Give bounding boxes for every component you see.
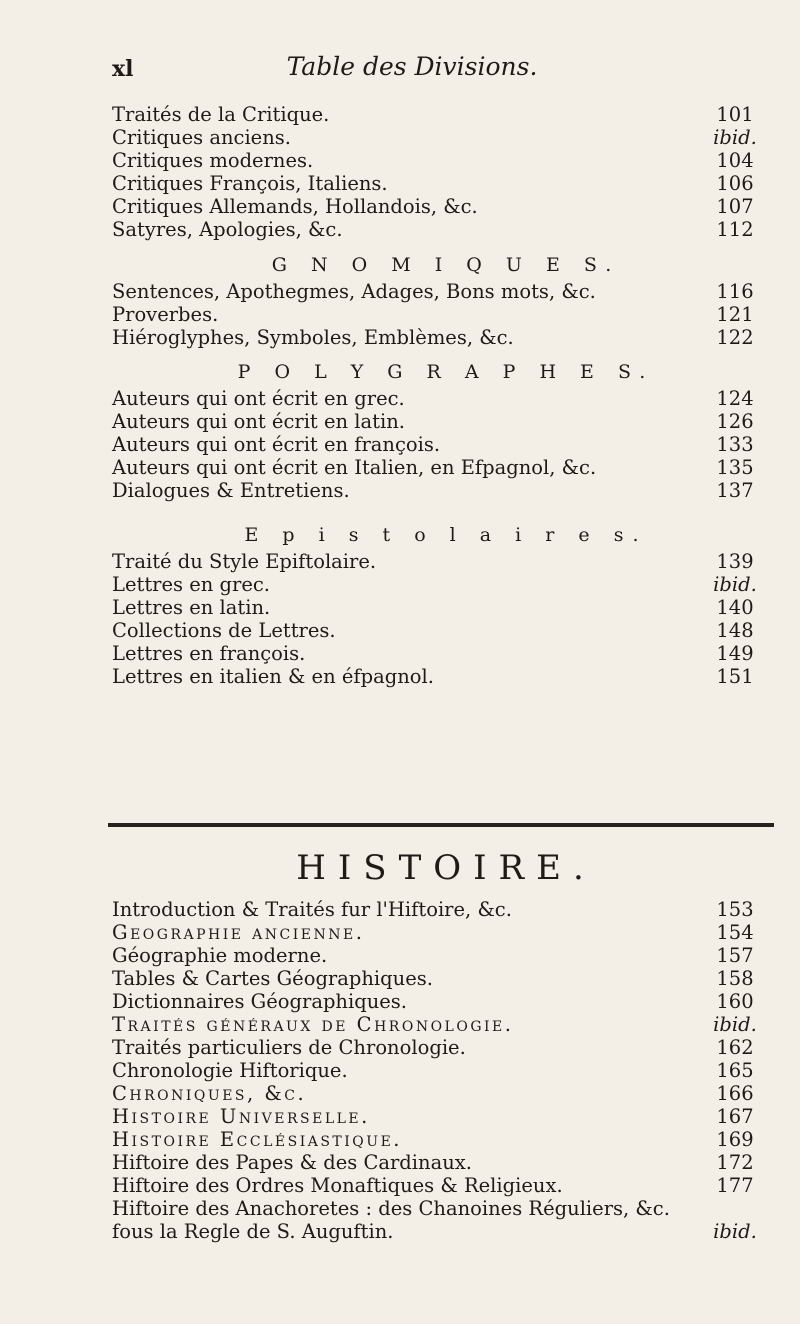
entry-title: Histoire Ecclésiastique. — [112, 1128, 402, 1151]
polygraphes-section — [112, 357, 780, 502]
entry-page-number: 133 — [716, 433, 754, 456]
epistolaires-section — [112, 520, 780, 688]
entry-page-number: 106 — [716, 172, 754, 195]
entry-page-number: ibid. — [713, 126, 757, 149]
entry-title: Auteurs qui ont écrit en françois. — [112, 433, 441, 456]
toc-entry — [112, 990, 780, 1013]
entry-page-number: 116 — [716, 280, 754, 303]
entry-page-number: 172 — [716, 1151, 754, 1174]
entry-title: Lettres en latin. — [112, 596, 271, 619]
critique-section — [112, 103, 780, 241]
toc-entry — [112, 280, 780, 303]
entry-page-number: 167 — [716, 1105, 754, 1128]
epistolaires-list — [112, 550, 780, 688]
polygraphes-list — [112, 387, 780, 502]
entry-title: Géographie moderne. — [112, 944, 328, 967]
entry-title: Lettres en françois. — [112, 642, 306, 665]
entry-page-number: 104 — [716, 149, 754, 172]
toc-entry — [112, 1197, 780, 1220]
entry-page-number: 122 — [716, 326, 754, 349]
entry-title: Collections de Lettres. — [112, 619, 336, 642]
entry-title: Traités de la Critique. — [112, 103, 330, 126]
toc-entry — [112, 665, 780, 688]
toc-entry — [112, 456, 780, 479]
entry-title: Dialogues & Entretiens. — [112, 479, 350, 502]
entry-page-number: 139 — [716, 550, 754, 573]
entry-page-number: 124 — [716, 387, 754, 410]
entry-title: Auteurs qui ont écrit en latin. — [112, 410, 405, 433]
entry-page-number: 135 — [716, 456, 754, 479]
toc-entry — [112, 898, 780, 921]
entry-title: Traités généraux de Chronologie. — [112, 1013, 514, 1036]
entry-title: Tables & Cartes Géographiques. — [112, 967, 433, 990]
toc-entry — [112, 172, 780, 195]
entry-page-number: 121 — [716, 303, 754, 326]
running-title: Table des Divisions. — [286, 52, 538, 81]
entry-page-number: 166 — [716, 1082, 754, 1105]
entry-page-number: 126 — [716, 410, 754, 433]
toc-entry — [112, 967, 780, 990]
toc-entry — [112, 944, 780, 967]
section-heading-epistolaires: E p i s t o l a i r e s. — [244, 524, 648, 546]
entry-page-number: 154 — [716, 921, 754, 944]
toc-entry — [112, 195, 780, 218]
entry-title: Critiques modernes. — [112, 149, 314, 172]
entry-page-number: 148 — [716, 619, 754, 642]
entry-title: Auteurs qui ont écrit en Italien, en Efpagnol, &c. — [112, 456, 597, 479]
entry-page-number: 162 — [716, 1036, 754, 1059]
entry-page-number: 158 — [716, 967, 754, 990]
entry-title: Dictionnaires Géographiques. — [112, 990, 408, 1013]
entry-page-number: ibid. — [713, 1220, 757, 1243]
toc-entry — [112, 479, 780, 502]
toc-entry — [112, 433, 780, 456]
entry-page-number: ibid. — [713, 1013, 757, 1036]
toc-entry — [112, 550, 780, 573]
entry-page-number: 157 — [716, 944, 754, 967]
entry-page-number: 137 — [716, 479, 754, 502]
entry-page-number: 169 — [716, 1128, 754, 1151]
toc-entry — [112, 1013, 780, 1036]
entry-page-number: 149 — [716, 642, 754, 665]
section-heading-gnomiques: G N O M I Q U E S. — [271, 254, 621, 276]
toc-entry — [112, 596, 780, 619]
entry-title: Hiftoire des Ordres Monaftiques & Religieux. — [112, 1174, 563, 1197]
toc-entry — [112, 126, 780, 149]
toc-entry — [112, 1174, 780, 1197]
entry-title: Chroniques, &c. — [112, 1082, 307, 1105]
page-header — [112, 52, 712, 88]
toc-entry — [112, 573, 780, 596]
entry-page-number: 165 — [716, 1059, 754, 1082]
entry-title: Satyres, Apologies, &c. — [112, 218, 343, 241]
toc-entry — [112, 1220, 780, 1243]
toc-entry — [112, 642, 780, 665]
entry-title: Introduction & Traités fur l'Hiftoire, &c. — [112, 898, 512, 921]
entry-title: Lettres en italien & en éfpagnol. — [112, 665, 434, 688]
entry-page-number: 140 — [716, 596, 754, 619]
toc-entry — [112, 149, 780, 172]
entry-title: Proverbes. — [112, 303, 219, 326]
toc-entry — [112, 1105, 780, 1128]
entry-page-number: 160 — [716, 990, 754, 1013]
entry-title: Traités particuliers de Chronologie. — [112, 1036, 466, 1059]
toc-entry — [112, 921, 780, 944]
entry-page-number: 107 — [716, 195, 754, 218]
entry-page-number: 112 — [716, 218, 754, 241]
entry-title: Sentences, Apothegmes, Adages, Bons mots, &c. — [112, 280, 596, 303]
entry-title: Critiques Allemands, Hollandois, &c. — [112, 195, 478, 218]
toc-entry — [112, 103, 780, 126]
section-divider — [108, 823, 774, 827]
entry-page-number: 151 — [716, 665, 754, 688]
histoire-heading: HISTOIRE. — [296, 848, 596, 888]
entry-title: Lettres en grec. — [112, 573, 270, 596]
toc-entry — [112, 218, 780, 241]
entry-page-number: ibid. — [713, 573, 757, 596]
entry-title: Auteurs qui ont écrit en grec. — [112, 387, 405, 410]
entry-title: Chronologie Hiftorique. — [112, 1059, 348, 1082]
entry-page-number: 153 — [716, 898, 754, 921]
entry-title: Histoire Universelle. — [112, 1105, 370, 1128]
folio-number: xl — [112, 56, 134, 82]
entry-page-number: 177 — [716, 1174, 754, 1197]
entry-title: fous la Regle de S. Auguftin. — [112, 1220, 394, 1243]
entry-page-number: 101 — [716, 103, 754, 126]
toc-entry — [112, 1128, 780, 1151]
entry-title: Critiques anciens. — [112, 126, 291, 149]
entry-title: Hiftoire des Anachoretes : des Chanoines Réguliers, &c. — [112, 1197, 670, 1220]
gnomiques-section — [112, 250, 780, 349]
toc-entry — [112, 1059, 780, 1082]
entry-title: Hiftoire des Papes & des Cardinaux. — [112, 1151, 472, 1174]
entry-title: Critiques François, Italiens. — [112, 172, 388, 195]
gnomiques-list — [112, 280, 780, 349]
toc-entry — [112, 619, 780, 642]
histoire-section — [112, 898, 780, 1243]
entry-title: Geographie ancienne. — [112, 921, 365, 944]
toc-entry — [112, 1082, 780, 1105]
toc-entry — [112, 303, 780, 326]
entry-title: Traité du Style Epiftolaire. — [112, 550, 377, 573]
toc-entry — [112, 1036, 780, 1059]
toc-entry — [112, 326, 780, 349]
toc-entry — [112, 387, 780, 410]
toc-entry — [112, 1151, 780, 1174]
entry-title: Hiéroglyphes, Symboles, Emblèmes, &c. — [112, 326, 514, 349]
section-heading-polygraphes: P O L Y G R A P H E S. — [237, 361, 655, 383]
toc-entry — [112, 410, 780, 433]
